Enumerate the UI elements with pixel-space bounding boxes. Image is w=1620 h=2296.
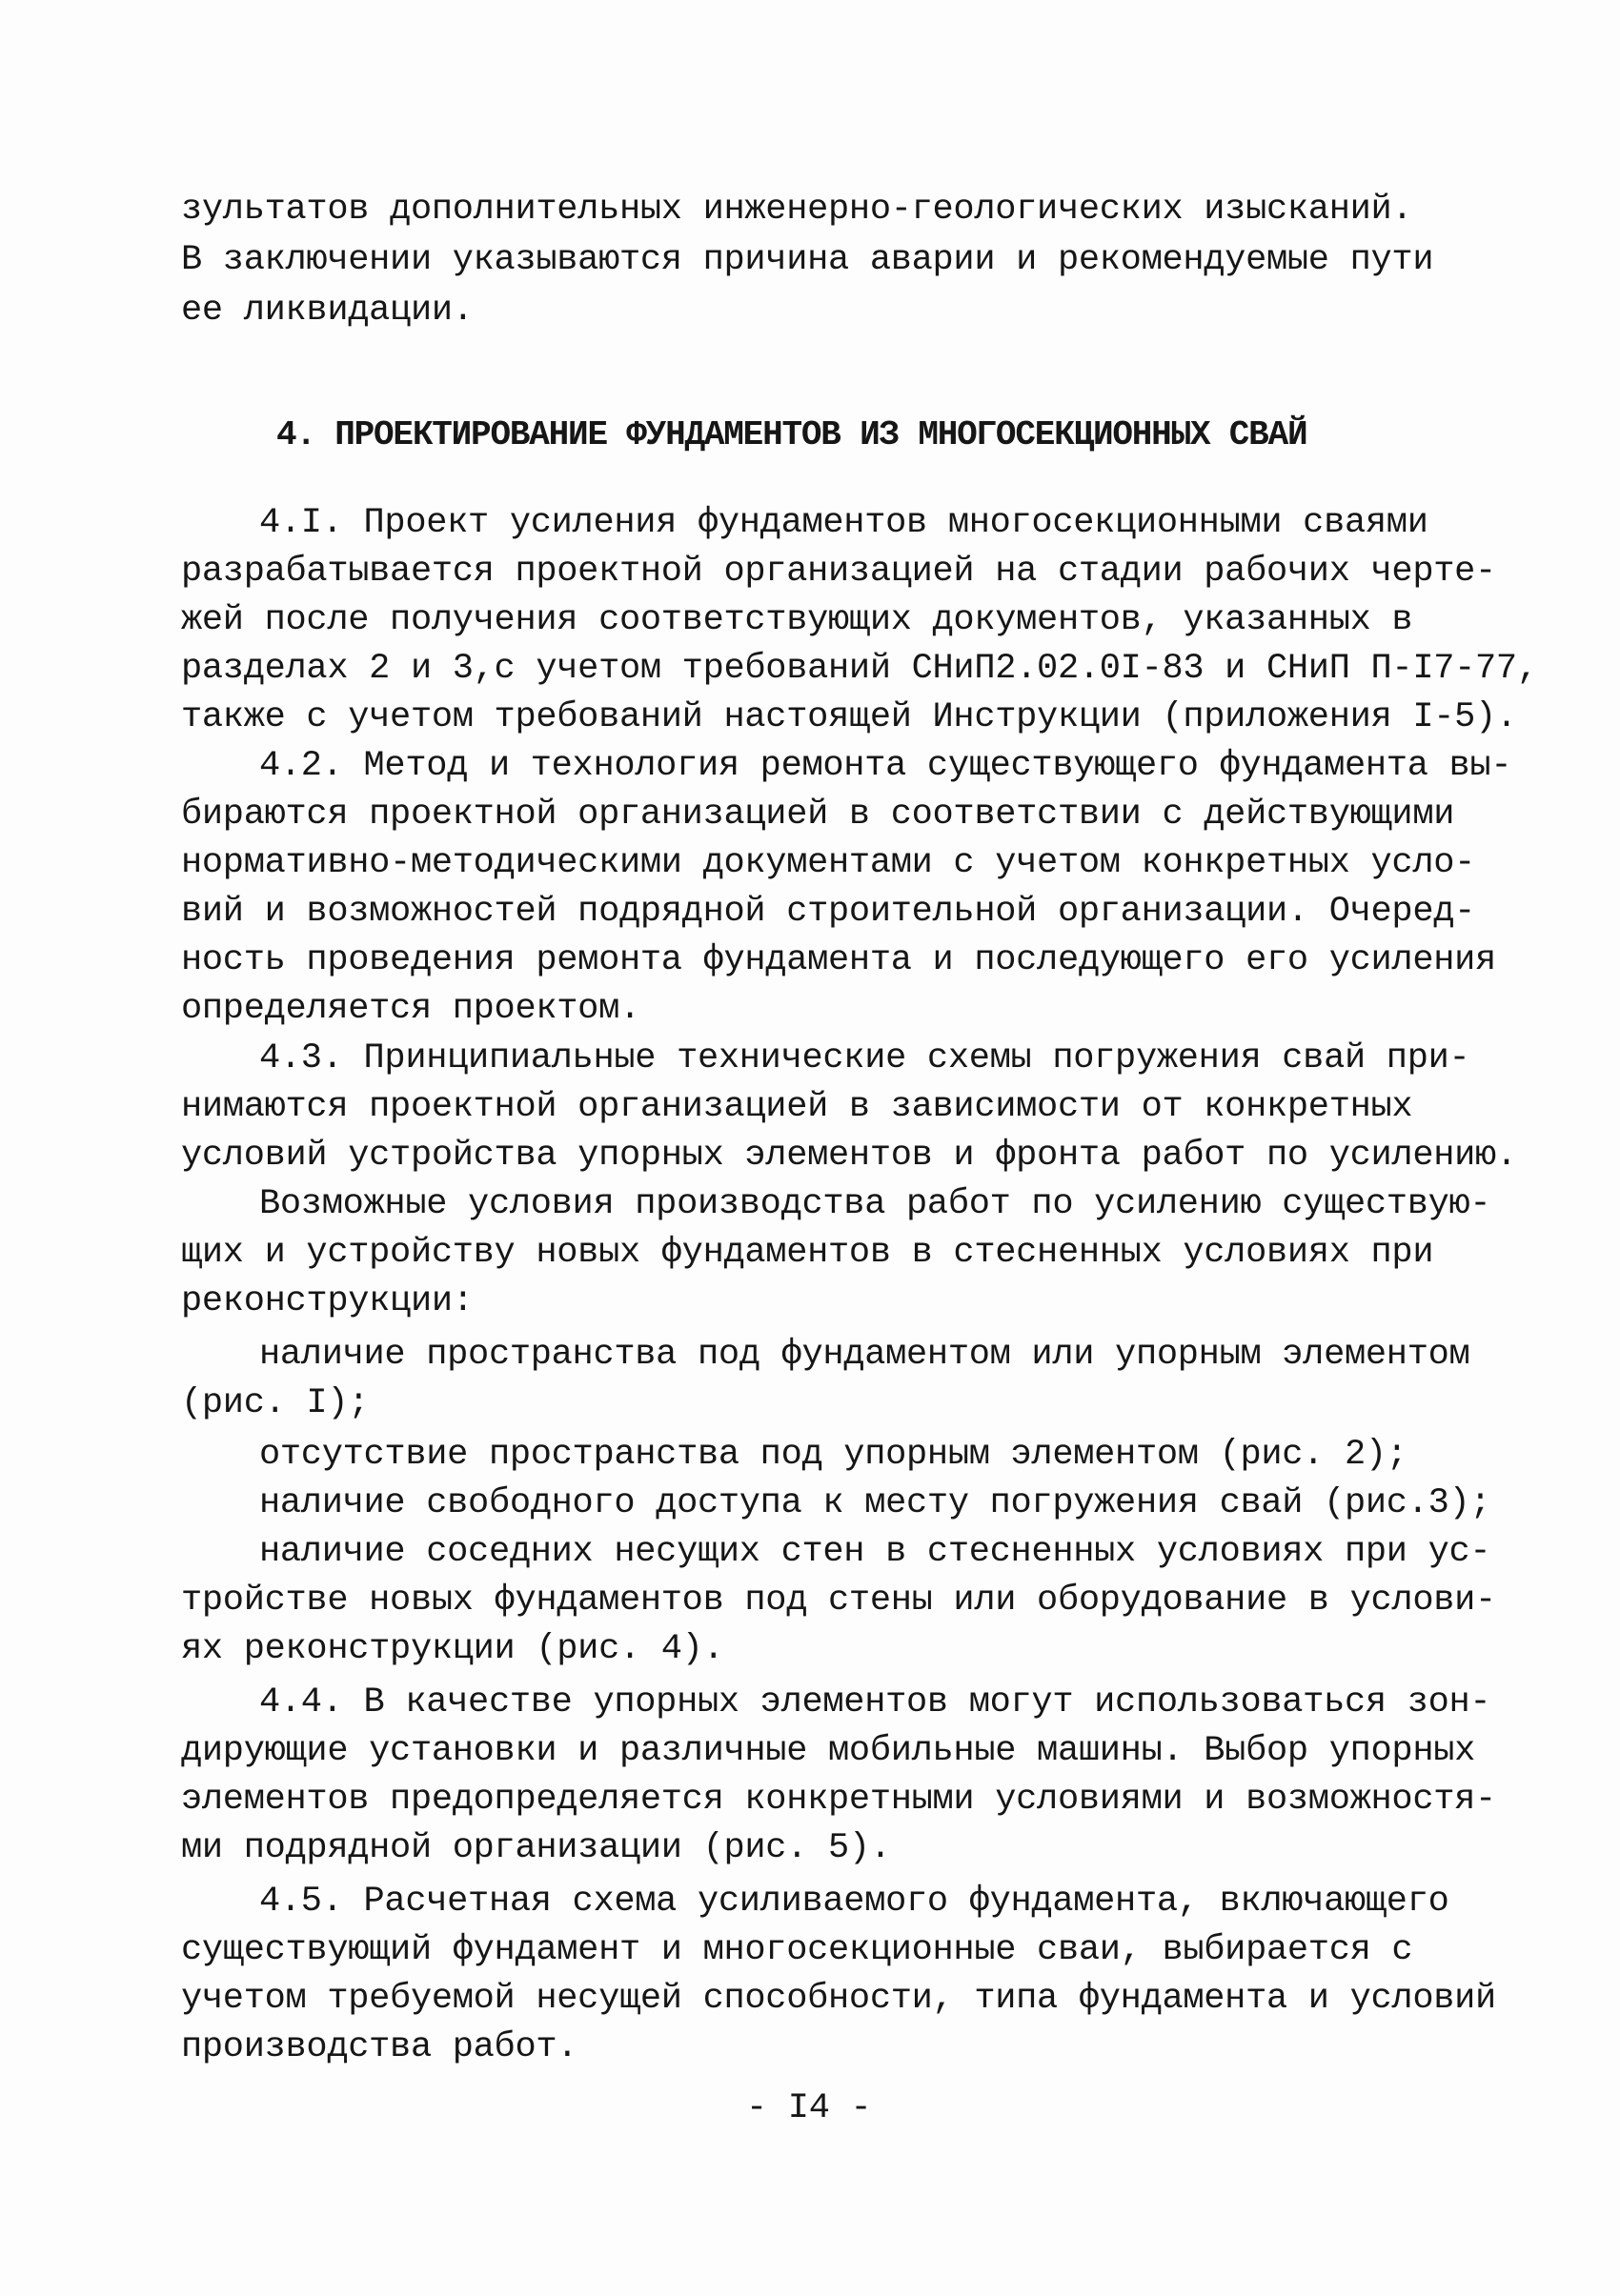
paragraph-line: 4.2. Метод и технология ремонта существующего фундамента вы- [259, 746, 1512, 786]
paragraph-line: определяется проектом. [181, 989, 640, 1029]
list-item-line: отсутствие пространства под упорным элементом (рис. 2); [259, 1435, 1407, 1475]
paragraph-line: элементов предопределяется конкретными условиями и возможностя- [181, 1780, 1496, 1820]
paragraph-line: ность проведения ремонта фундамента и последующего его усиления [181, 940, 1496, 980]
intro-line-1: зультатов дополнительных инженерно-геологических изысканий. [181, 190, 1413, 230]
intro-line-2: В заключении указываются причина аварии и рекомендуемые пути [181, 240, 1434, 280]
paragraph-line: учетом требуемой несущей способности, типа фундамента и условий [181, 1979, 1496, 2019]
paragraph-line: 4.3. Принципиальные технические схемы погружения свай при- [259, 1038, 1470, 1078]
paragraph-line: существующий фундамент и многосекционные сваи, выбирается с [181, 1930, 1413, 1970]
list-item-line: тройстве новых фундаментов под стены или оборудование в услови- [181, 1581, 1496, 1621]
paragraph-line: бираются проектной организацией в соответствии с действующими [181, 795, 1455, 835]
paragraph-line: жей после получения соответствующих документов, указанных в [181, 600, 1413, 640]
paragraph-line: 4.5. Расчетная схема усиливаемого фундамента, включающего [259, 1882, 1449, 1922]
list-item-line: наличие свободного доступа к месту погружения свай (рис.3); [259, 1483, 1491, 1523]
paragraph-line: также с учетом требований настоящей Инструкции (приложения I-5). [181, 697, 1517, 737]
paragraph-line: дирующие установки и различные мобильные машины. Выбор упорных [181, 1731, 1476, 1771]
paragraph-line: ми подрядной организации (рис. 5). [181, 1828, 891, 1868]
paragraph-line: производства работ. [181, 2027, 578, 2067]
paragraph-line: разделах 2 и 3,с учетом требований СНиП2.02.0I-83 и СНиП П-I7-77, [181, 649, 1538, 689]
list-item-line: (рис. I); [181, 1383, 370, 1423]
paragraph-line: реконструкции: [181, 1281, 474, 1321]
list-item-line: наличие соседних несущих стен в стесненных условиях при ус- [259, 1532, 1491, 1572]
paragraph-line: нормативно-методическими документами с учетом конкретных усло- [181, 843, 1476, 883]
paragraph-line: условий устройства упорных элементов и фронта работ по усилению. [181, 1136, 1517, 1176]
intro-line-3: ее ликвидации. [181, 291, 474, 331]
page-number: - I4 - [746, 2088, 872, 2128]
paragraph-line: щих и устройству новых фундаментов в стесненных условиях при [181, 1233, 1434, 1273]
paragraph-line: вий и возможностей подрядной строительной организации. Очеред- [181, 892, 1476, 932]
section-heading: 4. ПРОЕКТИРОВАНИЕ ФУНДАМЕНТОВ ИЗ МНОГОСЕКЦИОННЫХ СВАЙ [276, 415, 1307, 454]
list-item-line: наличие пространства под фундаментом или упорным элементом [259, 1335, 1470, 1375]
paragraph-line: разрабатывается проектной организацией на стадии рабочих черте- [181, 552, 1496, 592]
paragraph-line: нимаются проектной организацией в зависимости от конкретных [181, 1087, 1413, 1127]
paragraph-line: 4.I. Проект усиления фундаментов многосекционными сваями [259, 503, 1428, 543]
paragraph-line: 4.4. В качестве упорных элементов могут использоваться зон- [259, 1682, 1491, 1722]
paragraph-line: Возможные условия производства работ по усилению существую- [259, 1184, 1491, 1224]
list-item-line: ях реконструкции (рис. 4). [181, 1629, 724, 1669]
